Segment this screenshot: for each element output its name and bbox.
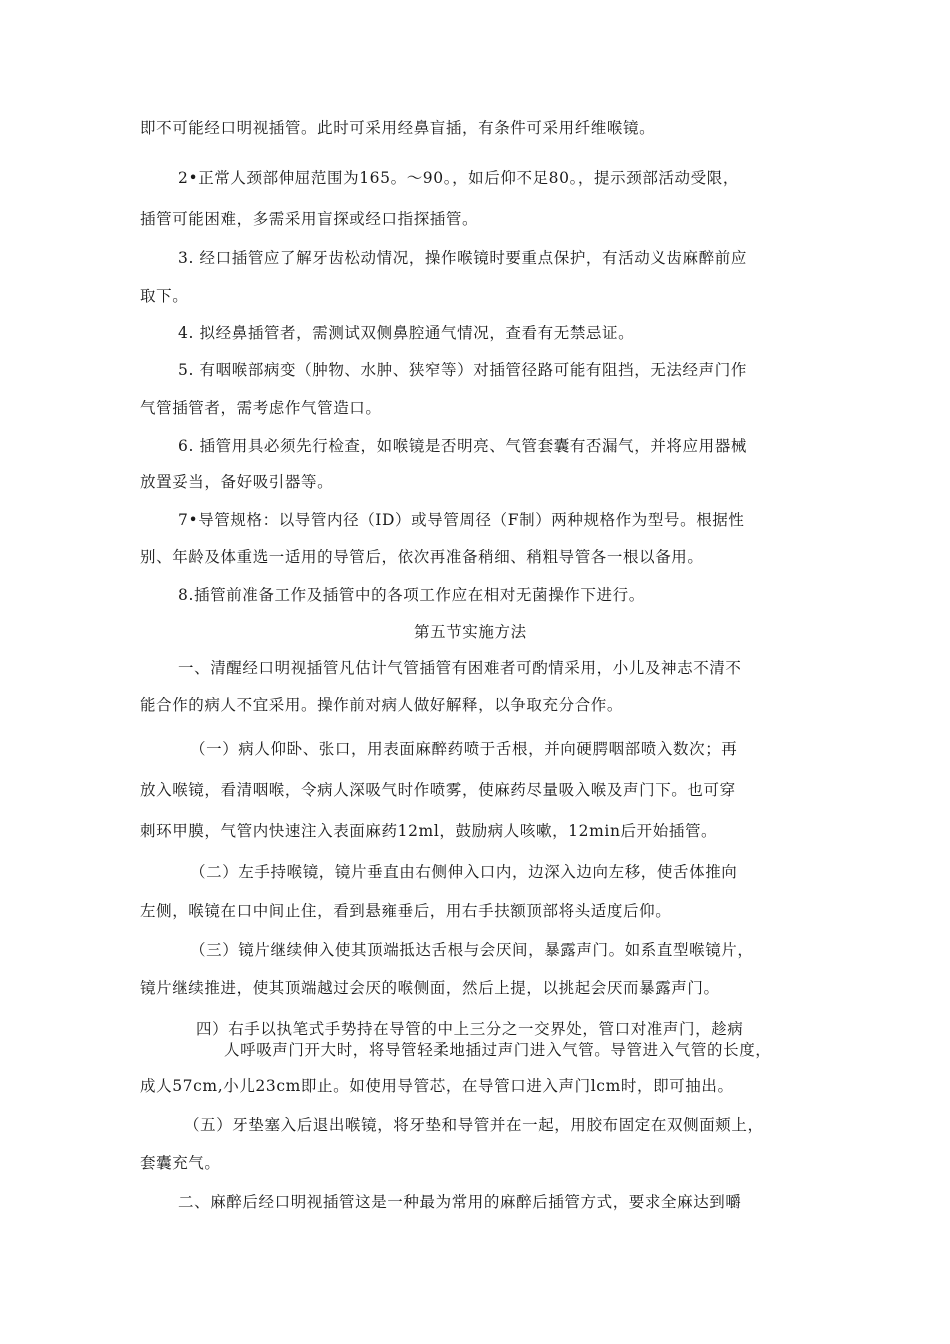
text-line: 一、清醒经口明视插管凡估计气管插管有困难者可酌情采用，小儿及神志不清不: [178, 659, 742, 677]
text-line: 人呼吸声门开大时，将导管轻柔地插过声门进入气管。导管进入气管的长度，: [224, 1041, 772, 1059]
text-line: 别、年龄及体重选一适用的导管后，依次再准备稍细、稍粗导管各一根以备用。: [140, 548, 704, 566]
text-line: 6. 插管用具必须先行检查，如喉镜是否明亮、气管套囊有否漏气，并将应用器械: [178, 437, 747, 455]
text-line: 成人57cm,小儿23cm即止。如使用导管芯，在导管口进入声门lcm时，即可抽出。: [140, 1077, 734, 1095]
text-line: 刺环甲膜，气管内快速注入表面麻药12ml，鼓励病人咳嗽，12min后开始插管。: [140, 822, 718, 840]
text-line: 放入喉镜，看清咽喉，令病人深吸气时作喷雾，使麻药尽量吸入喉及声门下。也可穿: [140, 781, 736, 799]
text-line: 5. 有咽喉部病变（肿物、水肿、狭窄等）对插管径路可能有阻挡，无法经声门作: [178, 361, 747, 379]
section-heading: 第五节实施方法: [414, 623, 527, 641]
text-line: 取下。: [140, 287, 189, 305]
text-line: 插管可能困难，多需采用盲探或经口指探插管。: [140, 210, 479, 228]
text-line: 3. 经口插管应了解牙齿松动情况，操作喉镜时要重点保护，有活动义齿麻醉前应: [178, 249, 747, 267]
text-line: 能合作的病人不宜采用。操作前对病人做好解释，以争取充分合作。: [140, 696, 624, 714]
text-line: 8.插管前准备工作及插管中的各项工作应在相对无菌操作下进行。: [178, 586, 645, 604]
text-line: 2•正常人颈部伸屈范围为165。〜90。，如后仰不足80。，提示颈部活动受限，: [178, 169, 739, 187]
text-line: 镜片继续推进，使其顶端越过会厌的喉侧面，然后上提，以挑起会厌而暴露声门。: [140, 979, 720, 997]
text-line: 放置妥当，备好吸引器等。: [140, 473, 334, 491]
text-line: 气管插管者，需考虑作气管造口。: [140, 399, 382, 417]
text-line: 四）右手以执笔式手势持在导管的中上三分之一交界处，管口对准声门，趁病: [196, 1020, 744, 1038]
text-line: 套囊充气。: [140, 1154, 221, 1172]
text-line: 二、麻醉后经口明视插管这是一种最为常用的麻醉后插管方式，要求全麻达到嚼: [178, 1193, 742, 1211]
text-line: 即不可能经口明视插管。此时可采用经鼻盲插，有条件可采用纤维喉镜。: [140, 119, 656, 137]
text-line: 左侧，喉镜在口中间止住，看到悬雍垂后，用右手扶额顶部将头适度后仰。: [140, 902, 672, 920]
text-line: 7•导管规格：以导管内径（ID）或导管周径（F制）两种规格作为型号。根据性: [178, 511, 745, 529]
text-line: （二）左手持喉镜，镜片垂直由右侧伸入口内，边深入边向左移，使舌体推向: [190, 863, 738, 881]
text-line: （三）镜片继续伸入使其顶端抵达舌根与会厌间，暴露声门。如系直型喉镜片，: [190, 941, 754, 959]
text-line: 4. 拟经鼻插管者，需测试双侧鼻腔通气情况，查看有无禁忌证。: [178, 324, 635, 342]
text-line: （五）牙垫塞入后退出喉镜，将牙垫和导管并在一起，用胶布固定在双侧面颊上，: [184, 1116, 764, 1134]
text-line: （一）病人仰卧、张口，用表面麻醉药喷于舌根，并向硬腭咽部喷入数次；再: [190, 740, 738, 758]
